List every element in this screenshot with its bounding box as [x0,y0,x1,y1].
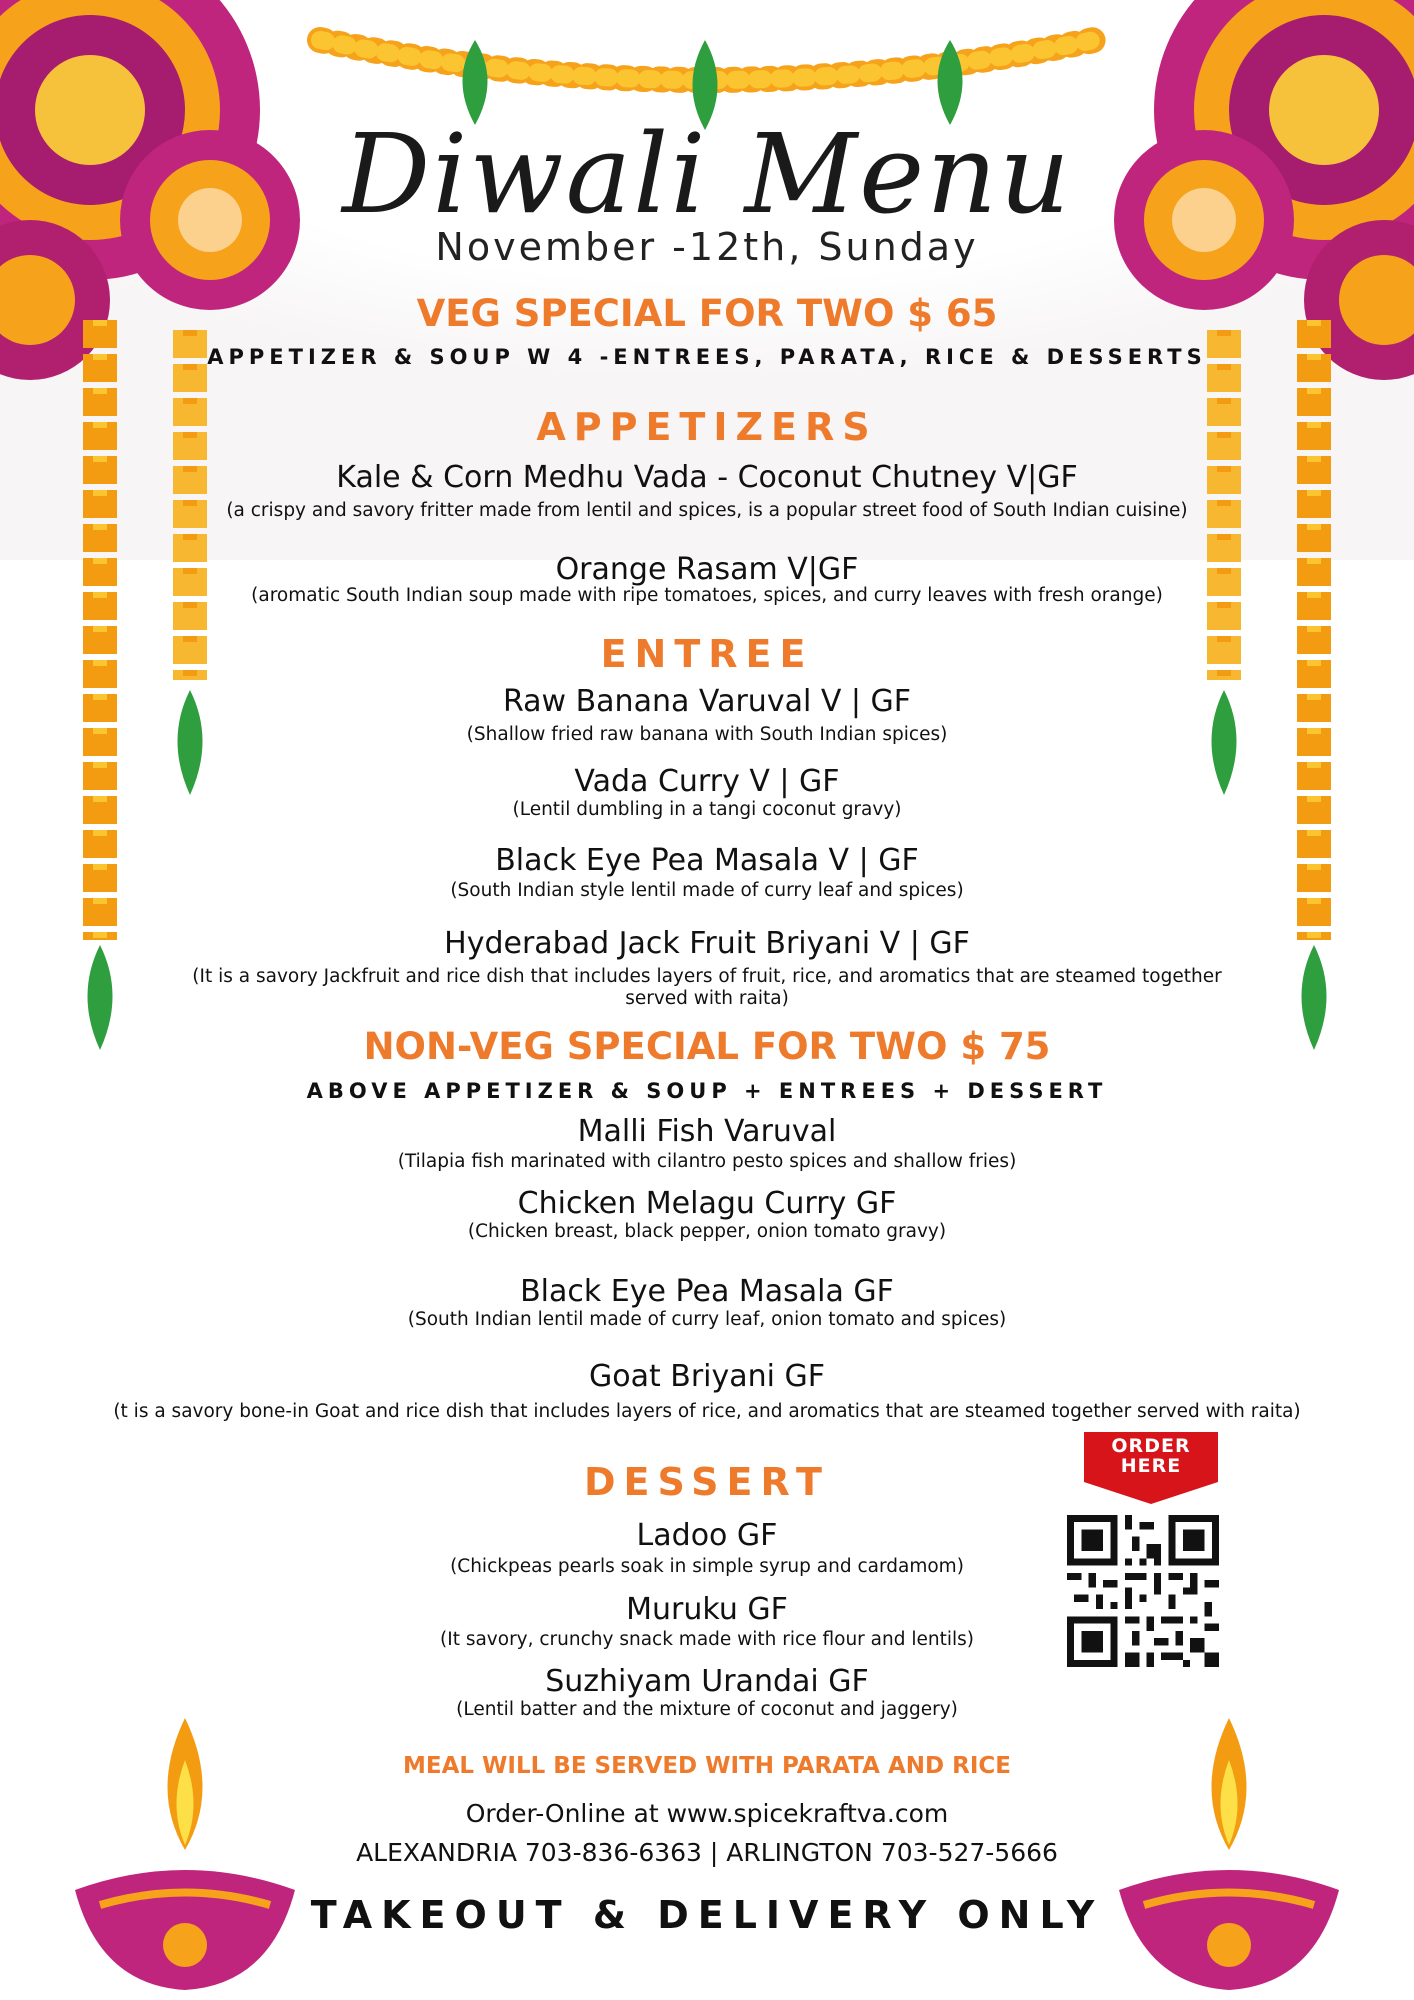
nonveg-special-subtitle: ABOVE APPETIZER & SOUP + ENTREES + DESSERT [306,1079,1108,1103]
menu-item-desc: (It is a savory Jackfruit and rice dish that includes layers of fruit, rice, and aromatics that are steamed together [192,966,1222,987]
menu-item-desc: (Chickpeas pearls soak in simple syrup and cardamom) [450,1556,964,1577]
menu-item-desc: (South Indian lentil made of curry leaf, onion tomato and spices) [407,1309,1007,1330]
menu-item-name: Goat Briyani GF [588,1359,826,1394]
menu-item-desc: (It savory, crunchy snack made with rice flour and lentils) [440,1629,974,1650]
menu-item-name: Suzhiyam Urandai GF [545,1664,869,1699]
menu-item-desc: (Shallow fried raw banana with South Indian spices) [466,724,948,745]
menu-item-name: Vada Curry V | GF [574,764,840,799]
page-title: Diwali Menu [342,110,1072,238]
menu-item-desc: (Tilapia fish marinated with cilantro pesto spices and shallow fries) [397,1151,1017,1172]
menu-item-desc: (South Indian style lentil made of curry leaf and spices) [450,880,964,901]
dessert-heading: DESSERT [584,1460,830,1504]
order-here-badge[interactable] [1084,1432,1218,1482]
menu-item-name: Ladoo GF [636,1518,778,1553]
order-online-link[interactable]: Order-Online at www.spicekraftva.com [465,1799,949,1828]
menu-item-desc-cont: served with raita) [625,988,789,1009]
appetizers-heading: APPETIZERS [536,405,878,449]
entree-heading: ENTREE [600,632,814,676]
menu-item-name: Kale & Corn Medhu Vada - Coconut Chutney V|GF [336,460,1078,495]
phone-numbers: ALEXANDRIA 703-836-6363 | ARLINGTON 703-527-5666 [356,1838,1058,1867]
menu-item-desc: (Chicken breast, black pepper, onion tomato gravy) [467,1221,947,1242]
event-date: November -12th, Sunday [435,225,979,269]
menu-item-name: Hyderabad Jack Fruit Briyani V | GF [444,926,970,961]
menu-item-desc: (Lentil batter and the mixture of coconut and jaggery) [456,1699,958,1720]
menu-item-name: Chicken Melagu Curry GF [517,1186,897,1221]
menu-item-desc: (Lentil dumbling in a tangi coconut gravy) [512,799,902,820]
order-badge-line1: ORDER [1111,1435,1191,1457]
menu-item-name: Orange Rasam V|GF [555,552,859,587]
menu-item-name: Malli Fish Varuval [577,1114,837,1149]
menu-item-desc: (a crispy and savory fritter made from lentil and spices, is a popular street food of South Indian cuisine) [226,500,1188,521]
menu-item-desc: (t is a savory bone-in Goat and rice dish that includes layers of rice, and aromatics that are steamed together served with raita) [113,1401,1301,1422]
order-badge-arrow [1084,1482,1218,1504]
menu-item-name: Raw Banana Varuval V | GF [502,684,912,719]
takeout-banner: TAKEOUT & DELIVERY ONLY [310,1893,1104,1937]
menu-item-name: Black Eye Pea Masala V | GF [495,843,919,878]
qr-code-icon[interactable] [1067,1515,1219,1667]
nonveg-special-title: NON-VEG SPECIAL FOR TWO $ 75 [363,1025,1051,1068]
menu-item-name: Muruku GF [626,1592,788,1627]
veg-special-title: VEG SPECIAL FOR TWO $ 65 [416,292,998,335]
menu-item-name: Black Eye Pea Masala GF [520,1274,894,1309]
serving-note: MEAL WILL BE SERVED WITH PARATA AND RICE [402,1753,1012,1779]
order-badge-line2: HERE [1120,1455,1182,1477]
veg-special-subtitle: APPETIZER & SOUP W 4 -ENTREES, PARATA, RICE & DESSERTS [207,345,1207,369]
menu-item-desc: (aromatic South Indian soup made with ripe tomatoes, spices, and curry leaves with fresh orange) [251,585,1163,606]
